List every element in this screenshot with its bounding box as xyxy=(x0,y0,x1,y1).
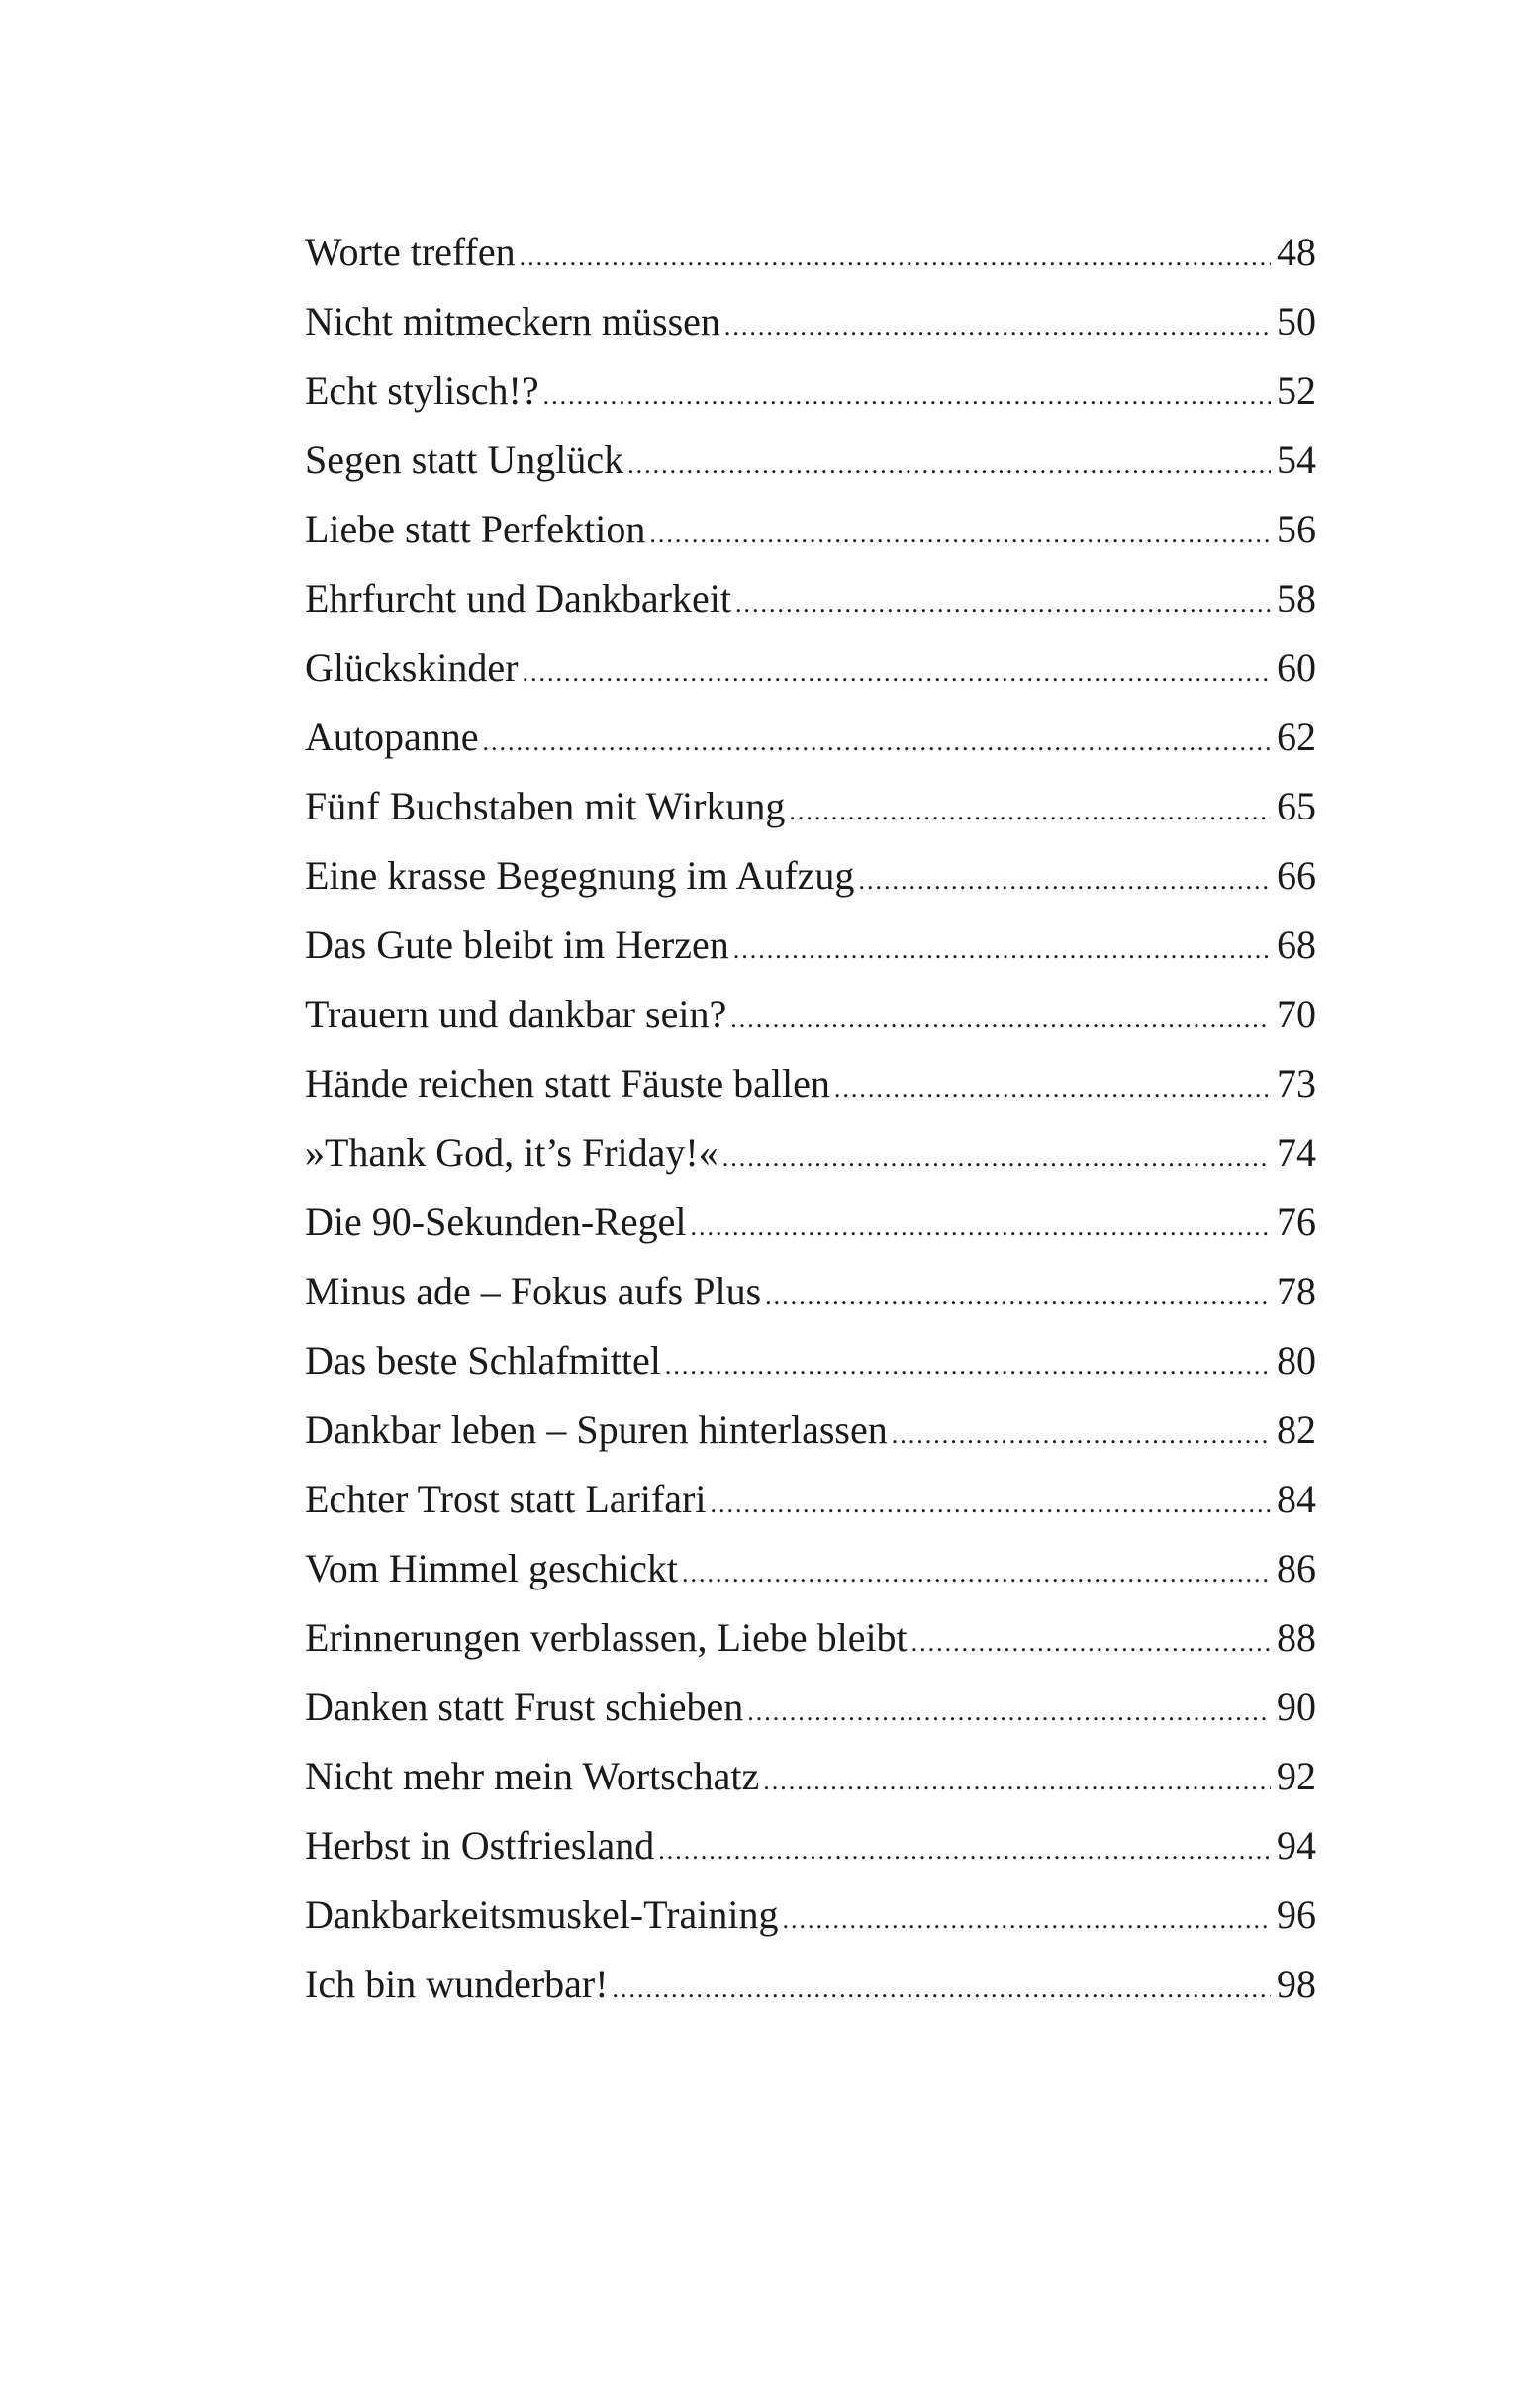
toc-entry-page-number: 80 xyxy=(1277,1338,1316,1383)
toc-entry xyxy=(305,1396,1316,1465)
toc-entry xyxy=(305,356,1316,426)
toc-entry xyxy=(305,841,1316,911)
toc-entry-title: »Thank God, it’s Friday!« xyxy=(305,1130,718,1175)
toc-entry xyxy=(305,1811,1316,1880)
toc-entry-page-number: 76 xyxy=(1277,1200,1316,1244)
toc-entry-page-number: 78 xyxy=(1277,1269,1316,1313)
toc-entry-page-number: 56 xyxy=(1277,507,1316,551)
toc-entry-page-number: 98 xyxy=(1277,1962,1316,2006)
toc-entry-page-number: 90 xyxy=(1277,1685,1316,1729)
toc-entry-page-number: 65 xyxy=(1277,784,1316,828)
toc-entry-title: Worte treffen xyxy=(305,230,516,274)
dot-leader xyxy=(649,500,1271,569)
dot-leader xyxy=(733,915,1271,985)
toc-entry-page-number: 62 xyxy=(1277,715,1316,759)
dot-leader xyxy=(735,569,1271,638)
toc-entry xyxy=(305,564,1316,633)
dot-leader xyxy=(682,1539,1271,1608)
toc-entry xyxy=(305,633,1316,703)
toc-entry-title: Danken statt Frust schieben xyxy=(305,1685,744,1729)
toc-entry-title: Herbst in Ostfriesland xyxy=(305,1823,655,1868)
toc-entry-title: Trauern und dankbar sein? xyxy=(305,992,727,1036)
dot-leader xyxy=(483,708,1271,777)
toc-entry xyxy=(305,1326,1316,1396)
toc-entry-title: Ich bin wunderbar! xyxy=(305,1962,609,2006)
dot-leader xyxy=(858,846,1271,915)
dot-leader xyxy=(710,1470,1271,1539)
dot-leader xyxy=(782,1885,1271,1955)
toc-entry-title: Die 90-Sekunden-Regel xyxy=(305,1200,687,1244)
toc-entry xyxy=(305,1742,1316,1811)
toc-entry-page-number: 86 xyxy=(1277,1546,1316,1590)
toc-entry xyxy=(305,911,1316,980)
dot-leader xyxy=(520,223,1271,292)
table-of-contents xyxy=(305,218,1316,2019)
toc-entry xyxy=(305,980,1316,1049)
toc-entry-title: Dankbar leben – Spuren hinterlassen xyxy=(305,1407,888,1452)
dot-leader xyxy=(722,1123,1271,1193)
toc-entry-title: Das Gute bleibt im Herzen xyxy=(305,922,729,967)
dot-leader xyxy=(834,1054,1271,1123)
toc-entry-title: Glückskinder xyxy=(305,645,519,690)
toc-entry-page-number: 66 xyxy=(1277,853,1316,898)
toc-entry-title: Eine krasse Begegnung im Aufzug xyxy=(305,853,855,898)
toc-entry-page-number: 84 xyxy=(1277,1477,1316,1521)
toc-entry xyxy=(305,1465,1316,1534)
dot-leader xyxy=(911,1608,1271,1678)
toc-entry-title: Autopanne xyxy=(305,715,479,759)
toc-entry xyxy=(305,1673,1316,1742)
toc-entry-title: Echter Trost statt Larifari xyxy=(305,1477,707,1521)
toc-entry-page-number: 92 xyxy=(1277,1754,1316,1798)
dot-leader xyxy=(765,1262,1271,1331)
toc-entry-title: Nicht mehr mein Wortschatz xyxy=(305,1754,760,1798)
dot-leader xyxy=(523,638,1271,708)
toc-entry xyxy=(305,1534,1316,1603)
dot-leader xyxy=(789,777,1271,846)
toc-entry xyxy=(305,703,1316,772)
toc-entry-page-number: 73 xyxy=(1277,1061,1316,1106)
toc-entry xyxy=(305,426,1316,495)
toc-entry-title: Echt stylisch!? xyxy=(305,368,539,413)
toc-entry xyxy=(305,1049,1316,1118)
toc-entry xyxy=(305,1188,1316,1257)
dot-leader xyxy=(747,1678,1271,1747)
toc-entry-title: Dankbarkeitsmuskel-Training xyxy=(305,1892,779,1937)
dot-leader xyxy=(892,1400,1271,1470)
toc-entry-page-number: 88 xyxy=(1277,1615,1316,1660)
toc-entry xyxy=(305,772,1316,841)
toc-entry-page-number: 82 xyxy=(1277,1407,1316,1452)
toc-entry xyxy=(305,1603,1316,1673)
toc-entry-title: Liebe statt Perfektion xyxy=(305,507,646,551)
toc-entry xyxy=(305,495,1316,564)
dot-leader xyxy=(690,1193,1271,1262)
toc-entry-page-number: 48 xyxy=(1277,230,1316,274)
toc-entry xyxy=(305,1257,1316,1326)
toc-entry-title: Vom Himmel geschickt xyxy=(305,1546,678,1590)
dot-leader xyxy=(613,1955,1271,2024)
toc-entry-title: Segen statt Unglück xyxy=(305,437,624,482)
toc-entry-title: Das beste Schlafmittel xyxy=(305,1338,661,1383)
toc-entry-page-number: 58 xyxy=(1277,576,1316,621)
dot-leader xyxy=(543,361,1271,431)
toc-entry-title: Minus ade – Fokus aufs Plus xyxy=(305,1269,762,1313)
dot-leader xyxy=(665,1331,1271,1400)
toc-entry xyxy=(305,1950,1316,2019)
toc-entry-title: Erinnerungen verblassen, Liebe bleibt xyxy=(305,1615,908,1660)
toc-entry-title: Nicht mitmeckern müssen xyxy=(305,299,720,343)
toc-entry-page-number: 54 xyxy=(1277,437,1316,482)
dot-leader xyxy=(730,985,1271,1054)
toc-entry-page-number: 96 xyxy=(1277,1892,1316,1937)
toc-entry xyxy=(305,1880,1316,1950)
toc-entry-page-number: 68 xyxy=(1277,922,1316,967)
toc-entry-page-number: 74 xyxy=(1277,1130,1316,1175)
dot-leader xyxy=(627,431,1271,500)
toc-entry xyxy=(305,218,1316,287)
toc-entry xyxy=(305,287,1316,356)
dot-leader xyxy=(724,292,1271,361)
toc-entry-page-number: 70 xyxy=(1277,992,1316,1036)
toc-entry-page-number: 94 xyxy=(1277,1823,1316,1868)
toc-entry-page-number: 52 xyxy=(1277,368,1316,413)
toc-entry xyxy=(305,1118,1316,1188)
toc-entry-title: Fünf Buchstaben mit Wirkung xyxy=(305,784,786,828)
dot-leader xyxy=(763,1747,1271,1816)
dot-leader xyxy=(658,1816,1271,1885)
toc-entry-page-number: 60 xyxy=(1277,645,1316,690)
toc-entry-title: Hände reichen statt Fäuste ballen xyxy=(305,1061,830,1106)
toc-entry-title: Ehrfurcht und Dankbarkeit xyxy=(305,576,731,621)
toc-entry-page-number: 50 xyxy=(1277,299,1316,343)
